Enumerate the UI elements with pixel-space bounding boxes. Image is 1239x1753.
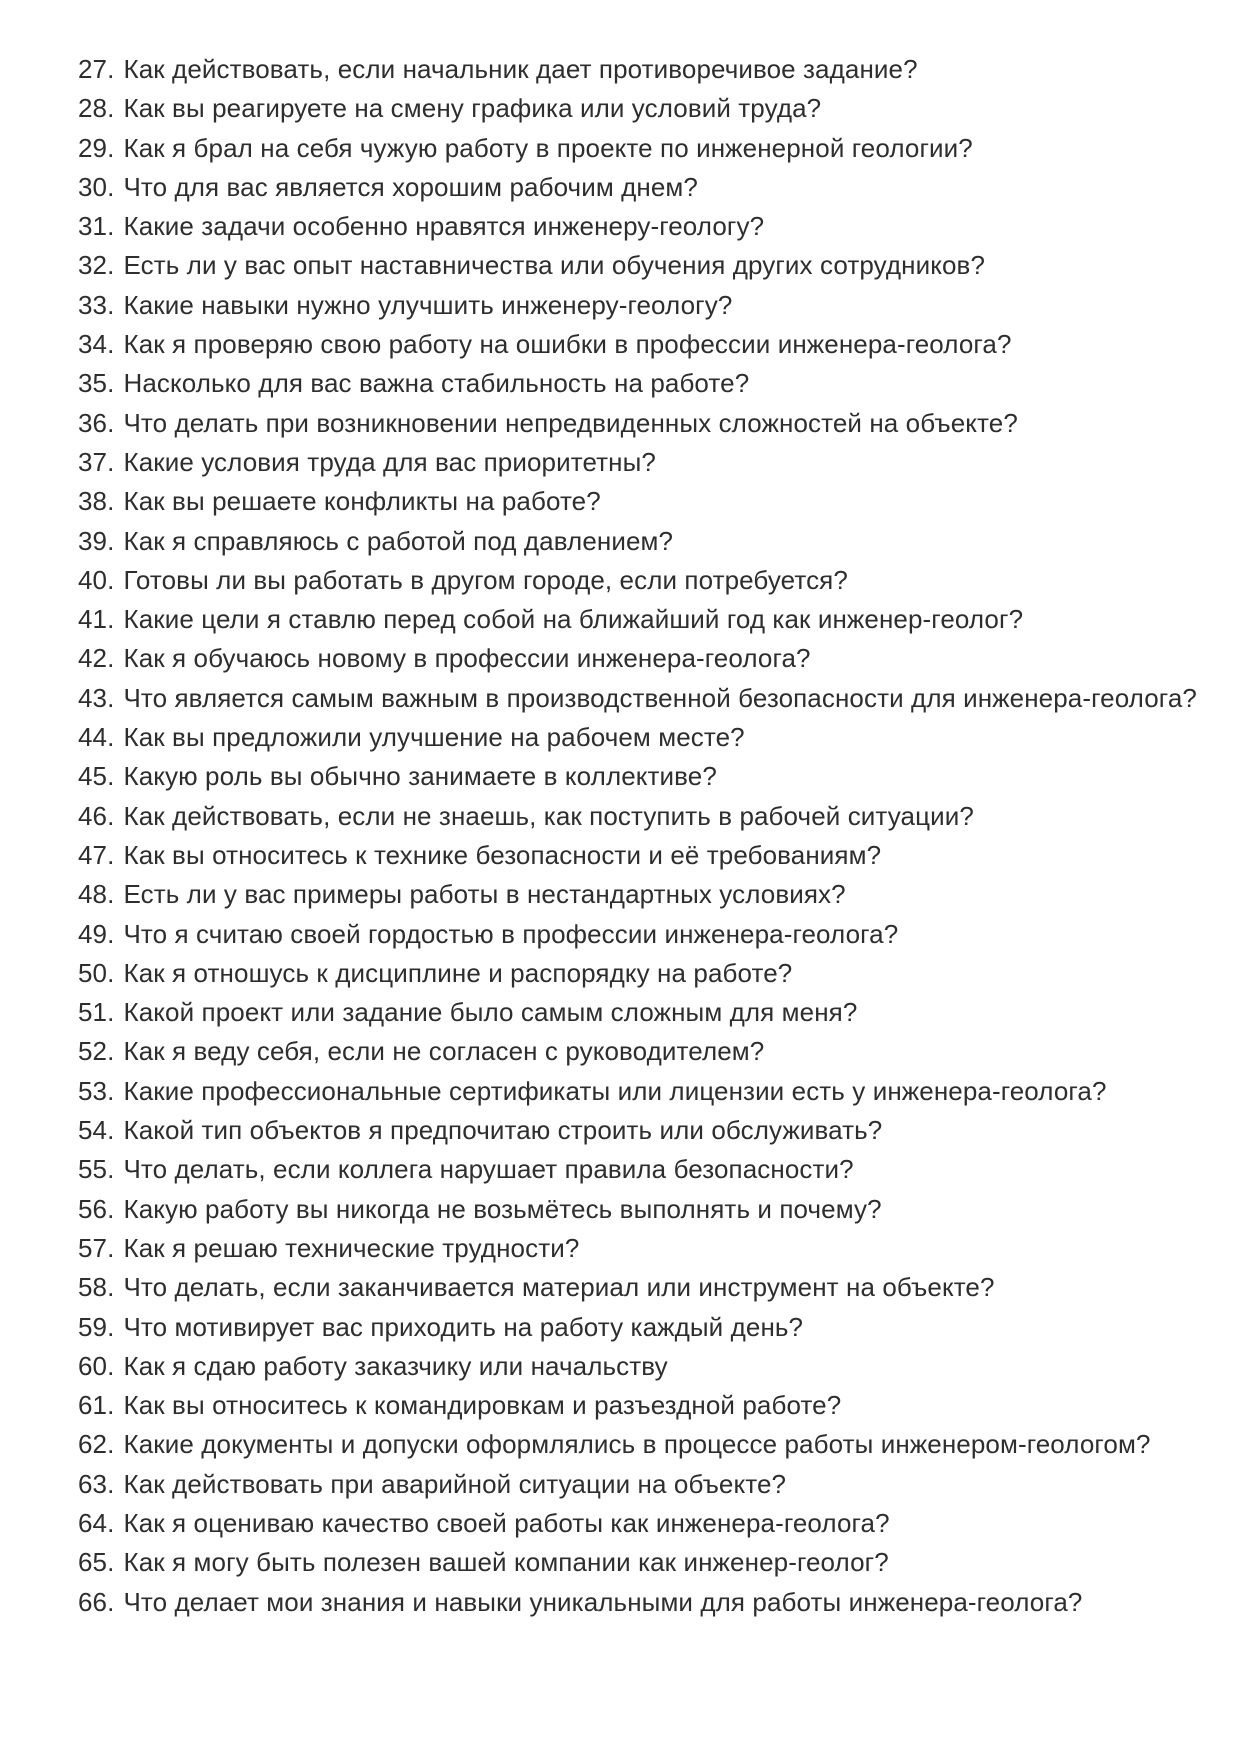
question-text: Что делать, если коллега нарушает правила безопасности? [123,1154,854,1185]
question-item [78,836,1179,875]
question-number: 59. [78,1311,115,1342]
question-number: 53. [78,1075,115,1106]
question-text: Насколько для вас важна стабильность на работе? [123,368,750,399]
question-number: 29. [78,132,115,163]
question-number: 30. [78,171,115,202]
question-item [78,600,1179,639]
question-item [78,679,1197,718]
question-item [78,757,1179,796]
question-text: Какую роль вы обычно занимаете в коллективе? [123,761,717,792]
question-number: 54. [78,1115,115,1146]
question-text: Как я могу быть полезен вашей компании как инженер-геолог? [123,1547,889,1578]
question-item [78,207,1179,246]
question-number: 52. [78,1036,115,1067]
question-text: Что я считаю своей гордостью в профессии инженера-геолога? [123,918,899,949]
question-text: Как я оцениваю качество своей работы как инженера-геолога? [123,1507,890,1538]
question-number: 51. [78,997,115,1028]
question-item [78,1190,1179,1229]
question-item [78,482,1179,521]
question-item [78,168,1179,207]
question-item [78,875,1179,914]
question-text: Как я отношусь к дисциплине и распорядку на работе? [123,957,793,988]
question-text: Какой тип объектов я предпочитаю строить или обслуживать? [123,1115,883,1146]
question-item [78,1032,1179,1071]
question-number: 49. [78,918,115,949]
question-number: 50. [78,957,115,988]
question-item [78,246,1179,285]
question-number: 62. [78,1429,115,1460]
question-text: Как вы реагируете на смену графика или условий труда? [123,93,822,124]
question-text: Есть ли у вас примеры работы в нестандартных условиях? [123,879,846,910]
question-text: Какие задачи особенно нравятся инженеру-геологу? [123,211,765,242]
question-text: Что делать при возникновении непредвиденных сложностей на объекте? [123,407,1018,438]
question-item [78,325,1179,364]
question-number: 55. [78,1154,115,1185]
question-text: Что мотивирует вас приходить на работу каждый день? [123,1311,804,1342]
question-item [78,443,1179,482]
question-number: 31. [78,211,115,242]
question-item [78,522,1179,561]
question-list [78,50,1197,1622]
question-item [78,561,1179,600]
question-text: Что делает мои знания и навыки уникальными для работы инженера-геолога? [123,1586,1083,1617]
question-number: 32. [78,250,115,281]
question-number: 61. [78,1390,115,1421]
question-text: Какой проект или задание было самым сложным для меня? [123,997,858,1028]
question-text: Как я проверяю свою работу на ошибки в профессии инженера-геолога? [123,329,1012,360]
question-text: Как действовать, если не знаешь, как поступить в рабочей ситуации? [123,800,974,831]
question-item [78,1543,1179,1582]
question-text: Как вы относитесь к технике безопасности и её требованиям? [123,839,882,870]
question-number: 56. [78,1193,115,1224]
question-text: Как я брал на себя чужую работу в проекте по инженерной геологии? [123,132,973,163]
question-item [78,286,1179,325]
question-number: 35. [78,368,115,399]
question-text: Какую работу вы никогда не возьмётесь выполнять и почему? [123,1193,882,1224]
question-text: Какие профессиональные сертификаты или лицензии есть у инженера-геолога? [123,1075,1107,1106]
question-item [78,1583,1179,1622]
question-text: Что делать, если заканчивается материал или инструмент на объекте? [123,1272,995,1303]
question-text: Какие навыки нужно улучшить инженеру-геологу? [123,289,733,320]
question-text: Как вы решаете конфликты на работе? [123,486,601,517]
question-text: Как вы предложили улучшение на рабочем месте? [123,722,745,753]
question-item [78,1347,1179,1386]
question-number: 48. [78,879,115,910]
question-number: 34. [78,329,115,360]
question-number: 39. [78,525,115,556]
question-text: Как действовать при аварийной ситуации на объекте? [123,1468,787,1499]
question-text: Что является самым важным в производственной безопасности для инженера-геолога? [123,682,1197,713]
question-number: 43. [78,682,115,713]
question-number: 41. [78,604,115,635]
question-number: 58. [78,1272,115,1303]
question-number: 57. [78,1232,115,1263]
question-number: 64. [78,1507,115,1538]
question-number: 36. [78,407,115,438]
question-number: 38. [78,486,115,517]
question-text: Какие цели я ставлю перед собой на ближайший год как инженер-геолог? [123,604,1024,635]
question-item [78,639,1179,678]
question-item [78,1072,1179,1111]
question-item [78,1150,1179,1189]
question-item [78,1386,1179,1425]
question-item [78,1465,1179,1504]
question-item [78,129,1179,168]
question-text: Как вы относитесь к командировкам и разъездной работе? [123,1390,842,1421]
question-number: 37. [78,446,115,477]
question-text: Как я решаю технические трудности? [123,1232,580,1263]
question-number: 27. [78,54,115,84]
question-item [78,404,1179,443]
question-item [78,1111,1179,1150]
question-number: 63. [78,1468,115,1499]
question-item [78,364,1179,403]
question-number: 47. [78,839,115,870]
question-number: 60. [78,1350,115,1381]
question-text: Как действовать, если начальник дает противоречивое задание? [123,54,918,84]
question-number: 28. [78,93,115,124]
question-number: 45. [78,761,115,792]
question-item [78,1504,1179,1543]
question-text: Как я веду себя, если не согласен с руководителем? [123,1036,765,1067]
question-number: 44. [78,722,115,753]
question-number: 65. [78,1547,115,1578]
question-item [78,915,1179,954]
question-item [78,89,1179,128]
question-number: 33. [78,289,115,320]
question-item [78,1268,1179,1307]
question-item [78,1229,1179,1268]
question-text: Готовы ли вы работать в другом городе, если потребуется? [123,564,848,595]
question-number: 40. [78,564,115,595]
question-number: 42. [78,643,115,674]
question-item [78,50,1179,89]
question-item [78,1308,1179,1347]
question-text: Есть ли у вас опыт наставничества или обучения других сотрудников? [123,250,986,281]
question-number: 46. [78,800,115,831]
question-text: Как я обучаюсь новому в профессии инженера-геолога? [123,643,811,674]
question-item [78,1425,1179,1464]
question-text: Как я сдаю работу заказчику или начальству [123,1350,668,1381]
question-text: Какие документы и допуски оформлялись в процессе работы инженером-геологом? [123,1429,1151,1460]
question-item [78,718,1179,757]
question-text: Как я справляюсь с работой под давлением? [123,525,674,556]
question-number: 66. [78,1586,115,1617]
question-item [78,797,1179,836]
question-item [78,993,1179,1032]
question-text: Какие условия труда для вас приоритетны? [123,446,656,477]
question-item [78,954,1179,993]
question-text: Что для вас является хорошим рабочим днем? [123,171,698,202]
